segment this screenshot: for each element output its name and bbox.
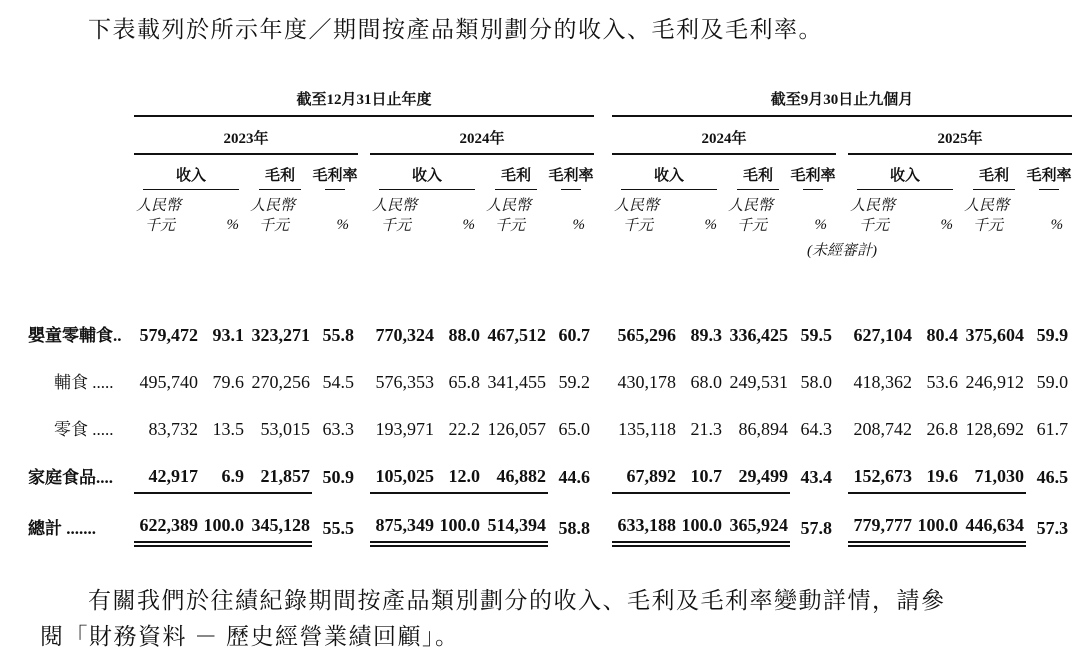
unit-currency-line: 千元 bbox=[623, 217, 654, 234]
value-cell: 19.6 bbox=[914, 445, 962, 493]
group-gap bbox=[836, 445, 848, 493]
value-cell: 105,025 bbox=[370, 445, 436, 493]
value-cell: 57.8 bbox=[800, 518, 833, 539]
unaudited-note: (未經審計) bbox=[807, 243, 878, 260]
section-gap bbox=[594, 85, 612, 116]
value-cell: 42,917 bbox=[134, 445, 200, 493]
empty-left-section bbox=[134, 236, 594, 260]
value-cell: 65.8 bbox=[448, 372, 480, 393]
metric-gross-profit-header-label: 毛利 bbox=[500, 168, 531, 185]
value-cell: 58.0 bbox=[800, 372, 833, 393]
group-gap bbox=[358, 398, 370, 445]
value-cell: 60.7 bbox=[558, 325, 591, 346]
unit-currency-line: 千元 bbox=[381, 217, 412, 234]
group-gap bbox=[594, 116, 612, 154]
value-cell: 249,531 bbox=[729, 372, 789, 393]
year-header-3: 2025年 bbox=[848, 116, 1072, 154]
unit-currency bbox=[962, 190, 1026, 236]
value-cell: 59.0 bbox=[1036, 372, 1069, 393]
group-gap bbox=[358, 116, 370, 154]
value-cell: 86,894 bbox=[738, 419, 789, 440]
metric-gross-profit-header bbox=[484, 154, 548, 190]
value-cell: 26.8 bbox=[926, 419, 959, 440]
value-cell: 633,188 bbox=[612, 493, 678, 544]
metric-revenue-header bbox=[848, 154, 962, 190]
group-gap bbox=[594, 154, 612, 190]
unit-currency-line: 人民幣 bbox=[728, 198, 774, 215]
group-gap bbox=[358, 190, 370, 236]
value-cell: 565,296 bbox=[617, 325, 677, 346]
value-cell: 126,057 bbox=[487, 419, 546, 440]
unit-currency-line: 人民幣 bbox=[486, 198, 532, 215]
metric-gross-profit-header bbox=[248, 154, 312, 190]
value-cell: 55.5 bbox=[322, 518, 354, 539]
value-cell: 12.0 bbox=[436, 445, 484, 493]
unit-currency-line: 人民幣 bbox=[964, 198, 1010, 215]
value-cell: 100.0 bbox=[200, 493, 248, 544]
unit-currency-line: 人民幣 bbox=[614, 198, 660, 215]
unit-currency-line: 人民幣 bbox=[850, 198, 896, 215]
value-cell: 63.3 bbox=[322, 419, 354, 440]
value-cell: 495,740 bbox=[139, 372, 198, 393]
metric-revenue-header-label: 收入 bbox=[890, 168, 921, 185]
group-gap bbox=[836, 154, 848, 190]
row-label-spacer bbox=[28, 190, 134, 236]
value-cell: 65.0 bbox=[558, 419, 591, 440]
metric-gross-margin-header-label: 毛利率 bbox=[548, 168, 594, 185]
value-cell: 54.5 bbox=[322, 372, 354, 393]
value-cell: 43.4 bbox=[800, 467, 833, 488]
year-header-0: 2023年 bbox=[134, 116, 358, 154]
intro-paragraph: 下表載列於所示年度／期間按產品類別劃分的收入、毛利及毛利率。 bbox=[88, 17, 823, 42]
unit-percent: % bbox=[572, 216, 586, 233]
value-cell: 80.4 bbox=[926, 325, 959, 346]
metric-gross-margin-header bbox=[1026, 154, 1072, 190]
value-cell: 622,389 bbox=[134, 493, 200, 544]
metric-gross-profit-header bbox=[726, 154, 790, 190]
unit-percent: % bbox=[226, 216, 239, 233]
prospectus-page bbox=[0, 14, 1080, 649]
value-cell: 89.3 bbox=[690, 325, 723, 346]
group-gap bbox=[594, 493, 612, 544]
unit-percent: % bbox=[336, 216, 349, 233]
row-label-0: 嬰童零輔食.. bbox=[28, 326, 122, 346]
unit-currency-line: 千元 bbox=[145, 217, 176, 234]
group-gap bbox=[358, 493, 370, 544]
value-cell: 64.3 bbox=[800, 419, 833, 440]
value-cell: 6.9 bbox=[200, 445, 248, 493]
group-gap bbox=[836, 493, 848, 544]
value-cell: 446,634 bbox=[962, 493, 1026, 544]
value-cell: 875,349 bbox=[370, 493, 436, 544]
value-cell: 46,882 bbox=[484, 445, 548, 493]
period-header-nine-months: 截至9月30日止九個月 bbox=[612, 85, 1072, 116]
period-header-year-ended: 截至12月31日止年度 bbox=[134, 85, 594, 116]
closing-line-2: 閱「財務資料 － 歷史經營業績回顧」。 bbox=[40, 623, 460, 649]
value-cell: 46.5 bbox=[1036, 467, 1069, 488]
value-cell: 59.2 bbox=[558, 372, 591, 393]
group-gap bbox=[594, 304, 612, 351]
value-cell: 193,971 bbox=[375, 419, 434, 440]
unit-currency bbox=[134, 190, 200, 236]
value-cell: 53,015 bbox=[260, 419, 310, 440]
group-gap bbox=[358, 445, 370, 493]
value-cell: 770,324 bbox=[375, 325, 434, 346]
row-label-3: 家庭食品.... bbox=[28, 468, 113, 488]
value-cell: 58.8 bbox=[558, 518, 591, 539]
metric-gross-margin-header-label: 毛利率 bbox=[312, 168, 358, 185]
unit-percent: % bbox=[814, 216, 828, 233]
metric-gross-margin-header bbox=[790, 154, 836, 190]
metric-revenue-header bbox=[370, 154, 484, 190]
value-cell: 576,353 bbox=[375, 372, 434, 393]
value-cell: 152,673 bbox=[848, 445, 914, 493]
value-cell: 341,455 bbox=[487, 372, 546, 393]
value-cell: 375,604 bbox=[965, 325, 1025, 346]
metric-gross-margin-header-label: 毛利率 bbox=[1026, 168, 1072, 185]
value-cell: 208,742 bbox=[853, 419, 913, 440]
value-cell: 100.0 bbox=[678, 493, 726, 544]
value-cell: 21,857 bbox=[248, 445, 312, 493]
value-cell: 246,912 bbox=[965, 372, 1025, 393]
value-cell: 100.0 bbox=[436, 493, 484, 544]
value-cell: 579,472 bbox=[139, 325, 198, 346]
value-cell: 323,271 bbox=[251, 325, 310, 346]
year-header-2: 2024年 bbox=[612, 116, 836, 154]
row-label-spacer bbox=[28, 236, 134, 260]
unit-currency bbox=[612, 190, 678, 236]
unit-percent: % bbox=[1050, 216, 1064, 233]
metric-gross-profit-header-label: 毛利 bbox=[743, 168, 774, 185]
value-cell: 10.7 bbox=[678, 445, 726, 493]
metric-gross-profit-header bbox=[962, 154, 1026, 190]
group-gap bbox=[836, 190, 848, 236]
value-cell: 50.9 bbox=[322, 467, 354, 488]
revenue-by-product-table bbox=[28, 85, 1072, 547]
closing-line-1: 有關我們於往績紀錄期間按產品類別劃分的收入、毛利及毛利率變動詳情，請參 bbox=[88, 588, 946, 614]
unit-currency bbox=[726, 190, 790, 236]
value-cell: 336,425 bbox=[729, 325, 789, 346]
unit-percent: % bbox=[704, 216, 718, 233]
value-cell: 13.5 bbox=[212, 419, 244, 440]
value-cell: 88.0 bbox=[448, 325, 480, 346]
value-cell: 68.0 bbox=[690, 372, 723, 393]
value-cell: 83,732 bbox=[148, 419, 198, 440]
unit-percent: % bbox=[940, 216, 954, 233]
unit-currency-line: 千元 bbox=[737, 217, 768, 234]
year-header-1: 2024年 bbox=[370, 116, 594, 154]
value-cell: 467,512 bbox=[487, 325, 546, 346]
metric-gross-profit-header-label: 毛利 bbox=[264, 168, 295, 185]
unit-currency-line: 千元 bbox=[259, 217, 290, 234]
section-gap bbox=[594, 236, 612, 260]
unit-currency-line: 人民幣 bbox=[136, 198, 182, 215]
value-cell: 53.6 bbox=[926, 372, 959, 393]
value-cell: 270,256 bbox=[251, 372, 310, 393]
unit-currency bbox=[248, 190, 312, 236]
group-gap bbox=[594, 190, 612, 236]
value-cell: 430,178 bbox=[617, 372, 677, 393]
row-label-2: 零食 ..... bbox=[54, 420, 114, 440]
value-cell: 44.6 bbox=[558, 467, 591, 488]
value-cell: 29,499 bbox=[726, 445, 790, 493]
metric-gross-margin-header-label: 毛利率 bbox=[790, 168, 836, 185]
unit-currency-line: 千元 bbox=[973, 217, 1004, 234]
value-cell: 71,030 bbox=[962, 445, 1026, 493]
value-cell: 135,118 bbox=[618, 419, 677, 440]
row-label-spacer bbox=[28, 154, 134, 190]
value-cell: 128,692 bbox=[965, 419, 1025, 440]
row-label-4: 總計 ....... bbox=[28, 519, 96, 539]
metric-gross-margin-header bbox=[312, 154, 358, 190]
value-cell: 365,924 bbox=[726, 493, 790, 544]
value-cell: 59.9 bbox=[1036, 325, 1069, 346]
value-cell: 779,777 bbox=[848, 493, 914, 544]
group-gap bbox=[594, 398, 612, 445]
metric-revenue-header-label: 收入 bbox=[654, 168, 685, 185]
unit-percent: % bbox=[462, 216, 475, 233]
row-label-spacer bbox=[28, 116, 134, 154]
metric-gross-profit-header-label: 毛利 bbox=[979, 168, 1010, 185]
unit-currency bbox=[484, 190, 548, 236]
unit-currency-line: 千元 bbox=[859, 217, 890, 234]
group-gap bbox=[594, 351, 612, 398]
value-cell: 79.6 bbox=[212, 372, 244, 393]
closing-paragraph bbox=[40, 583, 1046, 654]
metric-revenue-header-label: 收入 bbox=[411, 168, 442, 185]
metric-revenue-header bbox=[134, 154, 248, 190]
group-gap bbox=[358, 304, 370, 351]
group-gap bbox=[836, 304, 848, 351]
value-cell: 418,362 bbox=[853, 372, 913, 393]
value-cell: 22.2 bbox=[448, 419, 480, 440]
group-gap bbox=[358, 154, 370, 190]
unit-currency-line: 千元 bbox=[495, 217, 526, 234]
value-cell: 57.3 bbox=[1036, 518, 1069, 539]
group-gap bbox=[836, 398, 848, 445]
group-gap bbox=[358, 351, 370, 398]
corner-cell bbox=[28, 85, 134, 116]
group-gap bbox=[594, 445, 612, 493]
value-cell: 93.1 bbox=[212, 325, 244, 346]
value-cell: 67,892 bbox=[612, 445, 678, 493]
metric-revenue-header bbox=[612, 154, 726, 190]
value-cell: 345,128 bbox=[248, 493, 312, 544]
unit-currency-line: 人民幣 bbox=[372, 198, 418, 215]
value-cell: 55.8 bbox=[322, 325, 354, 346]
unit-currency bbox=[370, 190, 436, 236]
value-cell: 59.5 bbox=[800, 325, 833, 346]
metric-revenue-header-label: 收入 bbox=[175, 168, 206, 185]
group-gap bbox=[836, 351, 848, 398]
value-cell: 514,394 bbox=[484, 493, 548, 544]
unit-currency-line: 人民幣 bbox=[250, 198, 296, 215]
value-cell: 61.7 bbox=[1036, 419, 1069, 440]
group-gap bbox=[836, 116, 848, 154]
unit-currency bbox=[848, 190, 914, 236]
value-cell: 21.3 bbox=[690, 419, 723, 440]
header-body-spacer bbox=[28, 260, 1072, 304]
value-cell: 627,104 bbox=[853, 325, 913, 346]
row-label-1: 輔食 ..... bbox=[54, 373, 114, 393]
metric-gross-margin-header bbox=[548, 154, 594, 190]
value-cell: 100.0 bbox=[914, 493, 962, 544]
